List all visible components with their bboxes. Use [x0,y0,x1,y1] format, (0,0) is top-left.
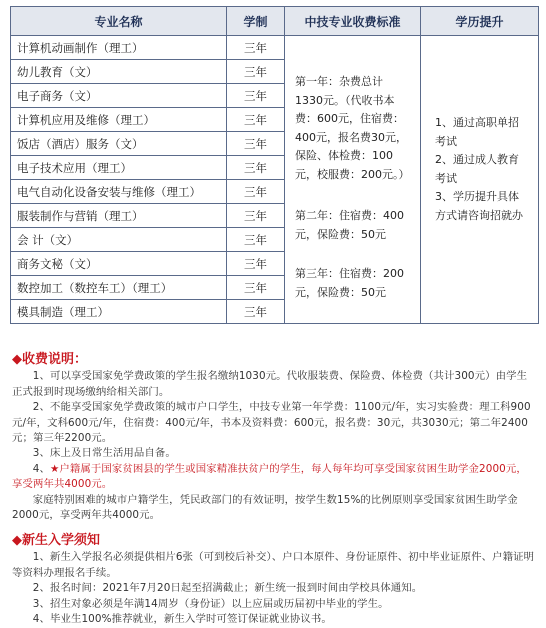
major-duration: 三年 [227,84,285,108]
major-name: 会 计（文） [11,228,227,252]
table-header-row [11,7,539,36]
major-duration: 三年 [227,180,285,204]
major-duration: 三年 [227,60,285,84]
admission-note-1: 1、新生入学报名必须提供相片6张（可到校后补交）、户口本原件、身份证原件、初中毕业证原件、户籍证明等资料办理报名手续。 [12,551,535,579]
major-name: 电气自动化设备安装与维修（理工） [11,180,227,204]
major-name: 电子商务（文） [11,84,227,108]
admission-note-2: 2、报名时间：2021年7月20日起至招满截止；新生统一报到时间由学校具体通知。 [32,582,423,595]
admission-section-heading [12,533,536,548]
major-duration: 三年 [227,300,285,324]
fees-note-2: 2、不能享受国家免学费政策的城市户口学生，中技专业第一年学费：1100元/年，实习实验费：理工科900元/年，文科600元/年，住宿费：400元/年，书本及资料费：600元，报名费：30元，共3030元；第二年2400元；第三年2200元。 [12,401,531,445]
edu-item-1: 1、通过高职单招考试 [435,116,519,148]
edu-item-3: 3、学历提升具体方式请咨询招就办 [435,190,523,222]
fees-note-1: 1、可以享受国家免学费政策的学生报名缴纳1030元。代收服装费、保险费、体检费（共计300元）由学生正式报到时现场缴纳给相关部门。 [12,370,528,398]
edu-upgrade-cell [421,36,539,324]
admission-note-3: 3、招生对象必须是年满14周岁（身份证）以上应届或历届初中毕业的学生。 [32,597,389,610]
fees-note-4-number: 4、 [32,462,50,475]
major-duration: 三年 [227,252,285,276]
major-name: 计算机动画制作（理工） [11,36,227,60]
fees-note-4-highlight: ★户籍属于国家贫困县的学生或国家精准扶贫户的学生，每人每年均可享受国家贫困生助学金2000元，享受两年共4000元。 [12,462,527,491]
header-duration: 学制 [227,7,285,36]
header-edu: 学历提升 [421,7,539,36]
fee-year3: 第三年：住宿费：200元，保险费：50元 [295,267,404,299]
major-duration: 三年 [227,156,285,180]
major-name: 饭店（酒店）服务（文） [11,132,227,156]
major-duration: 三年 [227,276,285,300]
fee-year2: 第二年：住宿费：400元，保险费：50元 [295,209,404,241]
fees-section-heading [12,352,536,367]
major-duration: 三年 [227,36,285,60]
fees-note-3: 3、床上及日常生活用品自备。 [32,447,176,460]
major-name: 服装制作与营销（理工） [11,204,227,228]
major-name: 数控加工（数控车工）（理工） [11,276,227,300]
edu-item-2: 2、通过成人教育考试 [435,153,519,185]
major-name: 电子技术应用（理工） [11,156,227,180]
fees-note-5: 家庭特别困难的城市户籍学生，凭民政部门的有效证明，按学生数15%的比例原则享受国家贫困生助学金2000元，享受两年共4000元。 [12,493,518,522]
fee-year1: 第一年：杂费总计 1330元。（代收书本费：600元，住宿费：400元，报名费30元，保险、体检费：100元，校服费：200元。） [295,75,410,181]
admission-section-title: 新生入学须知 [22,533,101,548]
header-major: 专业名称 [11,7,227,36]
fee-table [10,6,539,324]
diamond-bullet-icon: ◆ [12,352,22,367]
header-fee: 中技专业收费标准 [285,7,421,36]
major-duration: 三年 [227,132,285,156]
major-duration: 三年 [227,204,285,228]
major-name: 模具制造（理工） [11,300,227,324]
fees-note-4 [12,462,536,493]
major-duration: 三年 [227,228,285,252]
fees-section [12,352,536,523]
admission-note-4: 4、毕业生100%推荐就业，新生入学时可签订保证就业协议书。 [32,613,332,626]
fees-section-title: 收费说明： [22,352,88,367]
major-name: 商务文秘（文） [11,252,227,276]
major-duration: 三年 [227,108,285,132]
major-name: 幼儿教育（文） [11,60,227,84]
major-name: 计算机应用及维修（理工） [11,108,227,132]
diamond-bullet-icon: ◆ [12,533,22,548]
table-row [11,36,539,60]
admission-section [12,533,536,627]
fee-standard-cell [285,36,421,324]
